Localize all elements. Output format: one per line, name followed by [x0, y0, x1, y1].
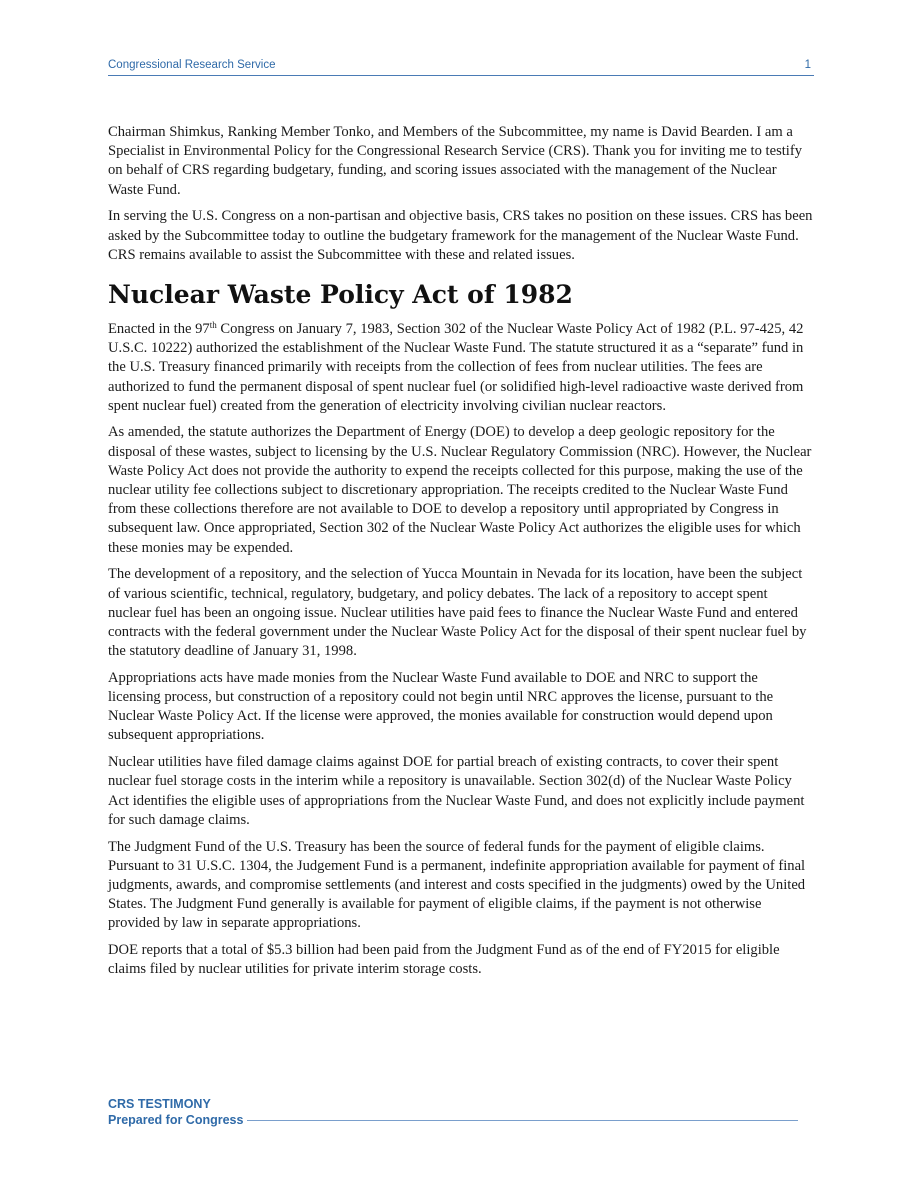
- section-paragraph: The Judgment Fund of the U.S. Treasury has been the source of federal funds for the payment of eligible claims. Pursuant to 31 U.S.C. 1304, the Judgement Fund is a permanent, indefinite appropriation available for payment of final judgments, awards, and compromise settlements (and interest and costs specified in the judgments) owed by the United States. The Judgment Fund generally is available for payment of eligible claims, if the payment is not otherwise provided by law in separate appropriations.: [108, 838, 806, 932]
- document-body: [108, 123, 814, 987]
- footer-rule: [247, 1120, 798, 1121]
- paragraph-text-before: Enacted in the 97: [108, 320, 210, 337]
- page-header: [108, 59, 814, 76]
- footer-title: CRS TESTIMONY: [108, 1097, 211, 1111]
- footer-subtitle: Prepared for Congress: [108, 1112, 244, 1127]
- ordinal-superscript: th: [209, 319, 217, 330]
- footer-subtitle-row: [108, 1113, 798, 1129]
- page-number: 1: [804, 59, 811, 71]
- section-paragraph: Nuclear utilities have filed damage claims against DOE for partial breach of existing contracts, to cover their spent nuclear fuel storage costs in the interim while a repository is unavailable. Section 302(d) of the Nuclear Waste Policy Act identifies the eligible uses of appropriations from the Nuclear Waste Fund, and does not explicitly include payment for such damage claims.: [108, 754, 805, 828]
- paragraph-text-after: Congress on January 7, 1983, Section 302 of the Nuclear Waste Policy Act of 1982 (P.L. 97-425, 42 U.S.C. 10222) authorized the establishment of the Nuclear Waste Fund. The statute structured it as a “separate” fund in the U.S. Treasury financed primarily with receipts from the collection of fees from nuclear utilities. The fees are authorized to fund the permanent disposal of spent nuclear fuel (or solidified high-level radioactive waste derived from spent nuclear fuel) created from the generation of electricity involving civilian nuclear reactors.: [108, 320, 804, 414]
- page-footer: [108, 1097, 798, 1128]
- intro-paragraph: In serving the U.S. Congress on a non-partisan and objective basis, CRS takes no position on these issues. CRS has been asked by the Subcommittee today to outline the budgetary framework for the management of the Nuclear Waste Fund. CRS remains available to assist the Subcommittee with these and related issues.: [108, 208, 813, 263]
- intro-paragraph: Chairman Shimkus, Ranking Member Tonko, and Members of the Subcommittee, my name is David Bearden. I am a Specialist in Environmental Policy for the Congressional Research Service (CRS). Thank you for inviting me to testify on behalf of CRS regarding budgetary, funding, and scoring issues associated with the management of the Nuclear Waste Fund.: [108, 124, 803, 198]
- section-paragraph: DOE reports that a total of $5.3 billion had been paid from the Judgment Fund as of the end of FY2015 for eligible claims filed by nuclear utilities for private interim storage costs.: [108, 942, 780, 978]
- header-organization: Congressional Research Service: [108, 59, 276, 71]
- section-heading: Nuclear Waste Policy Act of 1982: [108, 279, 573, 309]
- section-paragraph: As amended, the statute authorizes the Department of Energy (DOE) to develop a deep geologic repository for the disposal of these wastes, subject to licensing by the U.S. Nuclear Regulatory Commission (NRC). However, the Nuclear Waste Policy Act does not provide the authority to expend the receipts collected for this purpose, making the use of the nuclear utility fee collections subject to discretionary appropriation. The receipts credited to the Nuclear Waste Fund from these collections therefore are not available to DOE to develop a repository until appropriated by Congress in subsequent law. Once appropriated, Section 302 of the Nuclear Waste Policy Act authorizes the eligible uses for which these monies may be expended.: [108, 424, 812, 556]
- section-paragraph: [108, 320, 814, 416]
- section-paragraph: Appropriations acts have made monies from the Nuclear Waste Fund available to DOE and NRC to support the licensing process, but construction of a repository could not begin until NRC approves the license, pursuant to the Nuclear Waste Policy Act. If the license were approved, the monies available for construction would depend upon subsequent appropriations.: [108, 669, 774, 744]
- section-paragraph: The development of a repository, and the selection of Yucca Mountain in Nevada for its location, have been the subject of various scientific, technical, regulatory, budgetary, and policy debates. The lack of a repository to accept spent nuclear fuel has been an ongoing issue. Nuclear utilities have paid fees to finance the Nuclear Waste Fund and entered contracts with the federal government under the Nuclear Waste Policy Act for the disposal of their spent nuclear fuel by the statutory deadline of January 31, 1998.: [108, 566, 807, 660]
